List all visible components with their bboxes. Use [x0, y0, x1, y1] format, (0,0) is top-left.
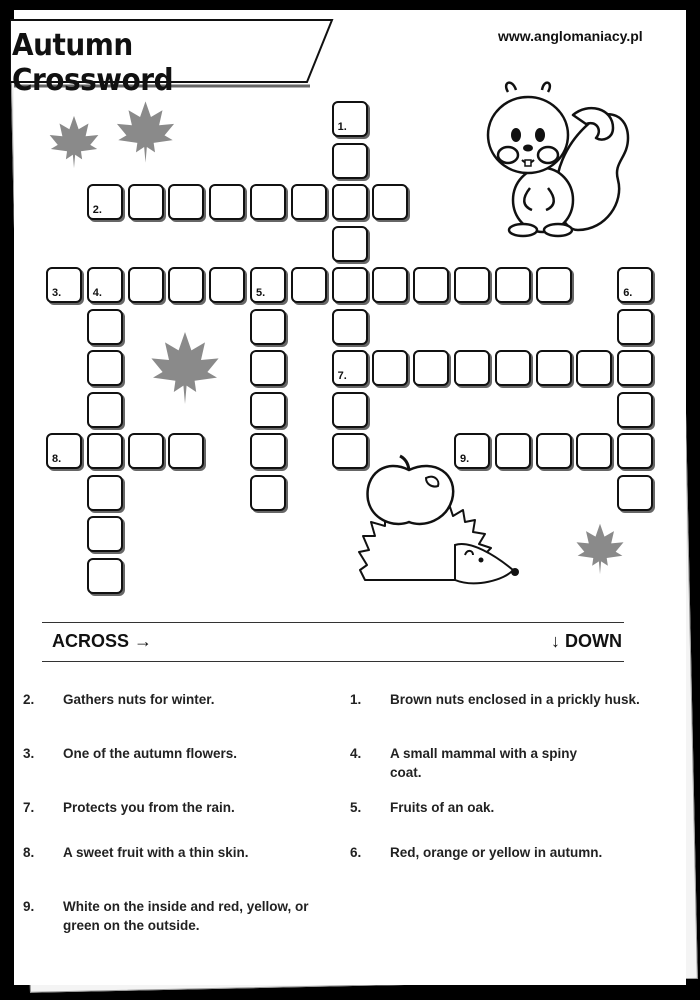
crossword-cell[interactable] [209, 184, 245, 220]
clue-number: 1. [337, 121, 347, 133]
crossword-cell[interactable] [617, 392, 653, 428]
crossword-cell[interactable] [617, 309, 653, 345]
crossword-cell[interactable] [168, 184, 204, 220]
across-clue-2: 2. Gathers nuts for winter. [23, 692, 215, 707]
clue-number: 3. [52, 287, 62, 299]
down-clue-4: 4. A small mammal with a spiny coat. [350, 746, 578, 780]
crossword-cell[interactable] [413, 267, 449, 303]
across-clue-8: 8. A sweet fruit with a thin skin. [23, 845, 249, 860]
crossword-cell[interactable] [536, 433, 572, 469]
clue-header-bar [42, 622, 624, 662]
crossword-cell[interactable] [372, 350, 408, 386]
crossword-cell[interactable] [250, 267, 286, 303]
crossword-cell[interactable] [87, 516, 123, 552]
crossword-cell[interactable] [332, 143, 368, 179]
crossword-cell[interactable] [617, 267, 653, 303]
crossword-cell[interactable] [576, 350, 612, 386]
crossword-cell[interactable] [168, 433, 204, 469]
clue-number: 8. [52, 453, 62, 465]
clue-number: 5. [256, 287, 266, 299]
clue-number: 2. [92, 204, 102, 216]
crossword-cell[interactable] [291, 184, 327, 220]
crossword-cell[interactable] [332, 101, 368, 137]
crossword-cell[interactable] [87, 267, 123, 303]
crossword-cell[interactable] [168, 267, 204, 303]
crossword-cell[interactable] [128, 184, 164, 220]
crossword-cell[interactable] [332, 184, 368, 220]
page-title: Autumn Crossword [12, 28, 174, 98]
crossword-cell[interactable] [454, 267, 490, 303]
crossword-cell[interactable] [617, 350, 653, 386]
crossword-cell[interactable] [46, 267, 82, 303]
crossword-cell[interactable] [87, 350, 123, 386]
crossword-cell[interactable] [250, 184, 286, 220]
clue-number: 9. [460, 453, 470, 465]
crossword-cell[interactable] [576, 433, 612, 469]
crossword-cell[interactable] [332, 226, 368, 262]
crossword-cell[interactable] [87, 392, 123, 428]
crossword-cell[interactable] [250, 433, 286, 469]
down-clue-1: 1. Brown nuts enclosed in a prickly husk. [350, 692, 640, 707]
crossword-cell[interactable] [413, 350, 449, 386]
site-url: www.anglomaniacy.pl [498, 28, 643, 44]
apple-icon [364, 452, 459, 532]
squirrel-icon [478, 80, 638, 240]
crossword-cell[interactable] [536, 350, 572, 386]
across-clue-9: 9. White on the inside and red, yellow, or green on the outside. [23, 899, 309, 933]
maple-leaf-icon [108, 98, 183, 166]
crossword-cell[interactable] [495, 350, 531, 386]
crossword-cell[interactable] [87, 558, 123, 594]
down-heading: ↓ DOWN [551, 631, 622, 651]
clue-number: 6. [623, 287, 633, 299]
crossword-cell[interactable] [87, 433, 123, 469]
crossword-cell[interactable] [495, 267, 531, 303]
crossword-cell[interactable] [250, 475, 286, 511]
crossword-cell[interactable] [250, 392, 286, 428]
crossword-cell[interactable] [332, 350, 368, 386]
crossword-cell[interactable] [372, 184, 408, 220]
crossword-cell[interactable] [46, 433, 82, 469]
down-clue-5: 5. Fruits of an oak. [350, 800, 495, 815]
crossword-cell[interactable] [128, 267, 164, 303]
maple-leaf-icon [44, 113, 104, 171]
across-clue-3: 3. One of the autumn flowers. [23, 746, 238, 761]
crossword-cell[interactable] [87, 475, 123, 511]
crossword-cell[interactable] [617, 433, 653, 469]
crossword-cell[interactable] [291, 267, 327, 303]
crossword-cell[interactable] [250, 350, 286, 386]
crossword-cell[interactable] [332, 309, 368, 345]
crossword-cell[interactable] [250, 309, 286, 345]
clue-number: 4. [92, 287, 102, 299]
clue-number: 7. [337, 370, 347, 382]
crossword-cell[interactable] [454, 350, 490, 386]
crossword-cell[interactable] [372, 267, 408, 303]
crossword-cell[interactable] [332, 392, 368, 428]
crossword-cell[interactable] [128, 433, 164, 469]
maple-leaf-icon [140, 328, 230, 408]
crossword-cell[interactable] [536, 267, 572, 303]
maple-leaf-icon [570, 521, 630, 577]
across-heading: ACROSS → [52, 631, 153, 651]
crossword-cell[interactable] [332, 267, 368, 303]
crossword-cell[interactable] [209, 267, 245, 303]
crossword-cell[interactable] [87, 309, 123, 345]
crossword-cell[interactable] [617, 475, 653, 511]
across-clue-7: 7. Protects you from the rain. [23, 800, 235, 815]
crossword-cell[interactable] [87, 184, 123, 220]
down-clue-6: 6. Red, orange or yellow in autumn. [350, 845, 603, 860]
